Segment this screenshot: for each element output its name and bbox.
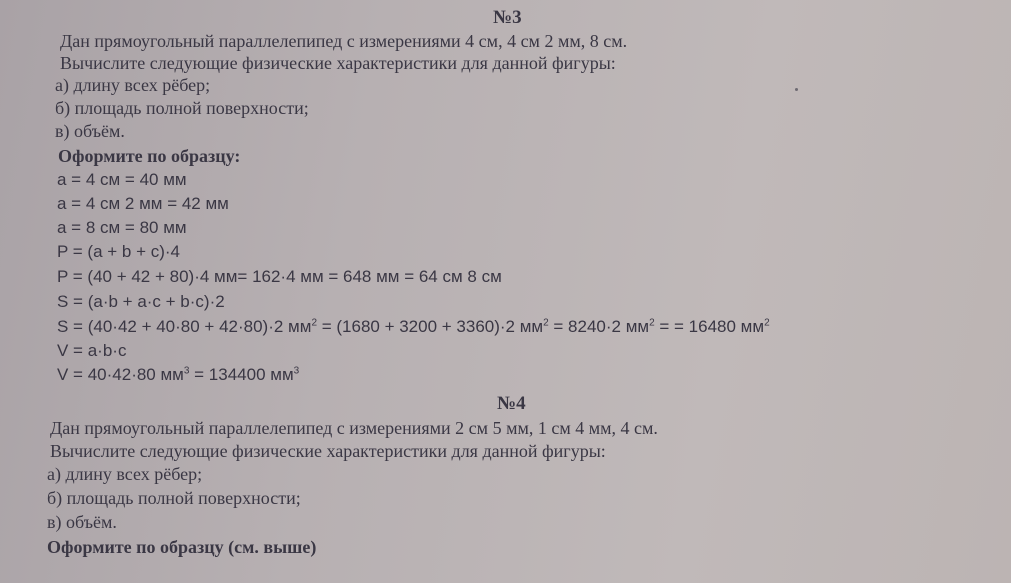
perimeter-calc: P = (40 + 42 + 80)·4 мм= 162·4 мм = 648 мм = 64 см 8 см [57, 267, 502, 286]
task4-instruction: Вычислите следующие физические характеристики для данной фигуры: [50, 441, 606, 461]
cube-exponent: 3 [293, 365, 300, 377]
solution-a1: a = 4 см = 40 мм [57, 170, 187, 189]
paper-speck [795, 88, 798, 91]
task4-item-b: б) площадь полной поверхности; [47, 488, 301, 508]
task3-instruction: Вычислите следующие физические характеристики для данной фигуры: [60, 53, 616, 73]
solution-a3: a = 8 см = 80 мм [57, 218, 187, 237]
task4-item-a: а) длину всех рёбер; [47, 464, 203, 484]
square-exponent: 2 [311, 317, 317, 329]
square-exponent: 2 [649, 317, 655, 329]
surface-calc-part1: S = (40·42 + 40·80 + 42·80)·2 мм [57, 317, 312, 336]
task4-item-c: в) объём. [47, 512, 117, 532]
task3-item-a: а) длину всех рёбер; [55, 75, 211, 95]
task4-sample-title: Оформите по образцу (см. выше) [47, 537, 317, 557]
task3-sample-title: Оформите по образцу: [58, 146, 241, 166]
task3-item-b: б) площадь полной поверхности; [55, 98, 309, 118]
solution-a2: a = 4 см 2 мм = 42 мм [57, 194, 229, 213]
task4-intro: Дан прямоугольный параллелепипед с измерениями 2 см 5 мм, 1 см 4 мм, 4 см. [50, 418, 658, 438]
square-exponent: 2 [543, 317, 549, 329]
surface-formula: S = (a·b + a·c + b·c)·2 [57, 292, 225, 311]
square-exponent: 2 [764, 317, 770, 329]
volume-formula: V = a·b·c [57, 341, 127, 360]
surface-calc [57, 316, 770, 338]
surface-calc-part2: = (1680 + 3200 + 3360)·2 мм [317, 317, 544, 336]
volume-calc-part2: = 134400 мм [189, 365, 294, 384]
volume-calc-part1: V = 40·42·80 мм [57, 365, 184, 384]
volume-calc [57, 364, 299, 386]
task4-number: №4 [497, 393, 526, 414]
surface-calc-part3: = 8240·2 мм [548, 317, 650, 336]
task3-intro: Дан прямоугольный параллелепипед с измерениями 4 см, 4 см 2 мм, 8 см. [60, 31, 628, 51]
task3-number: №3 [493, 7, 522, 28]
perimeter-formula: P = (a + b + c)·4 [57, 242, 181, 261]
cube-exponent: 3 [183, 365, 190, 377]
task3-item-c: в) объём. [55, 121, 125, 141]
surface-calc-part4: = = 16480 мм [654, 317, 765, 336]
